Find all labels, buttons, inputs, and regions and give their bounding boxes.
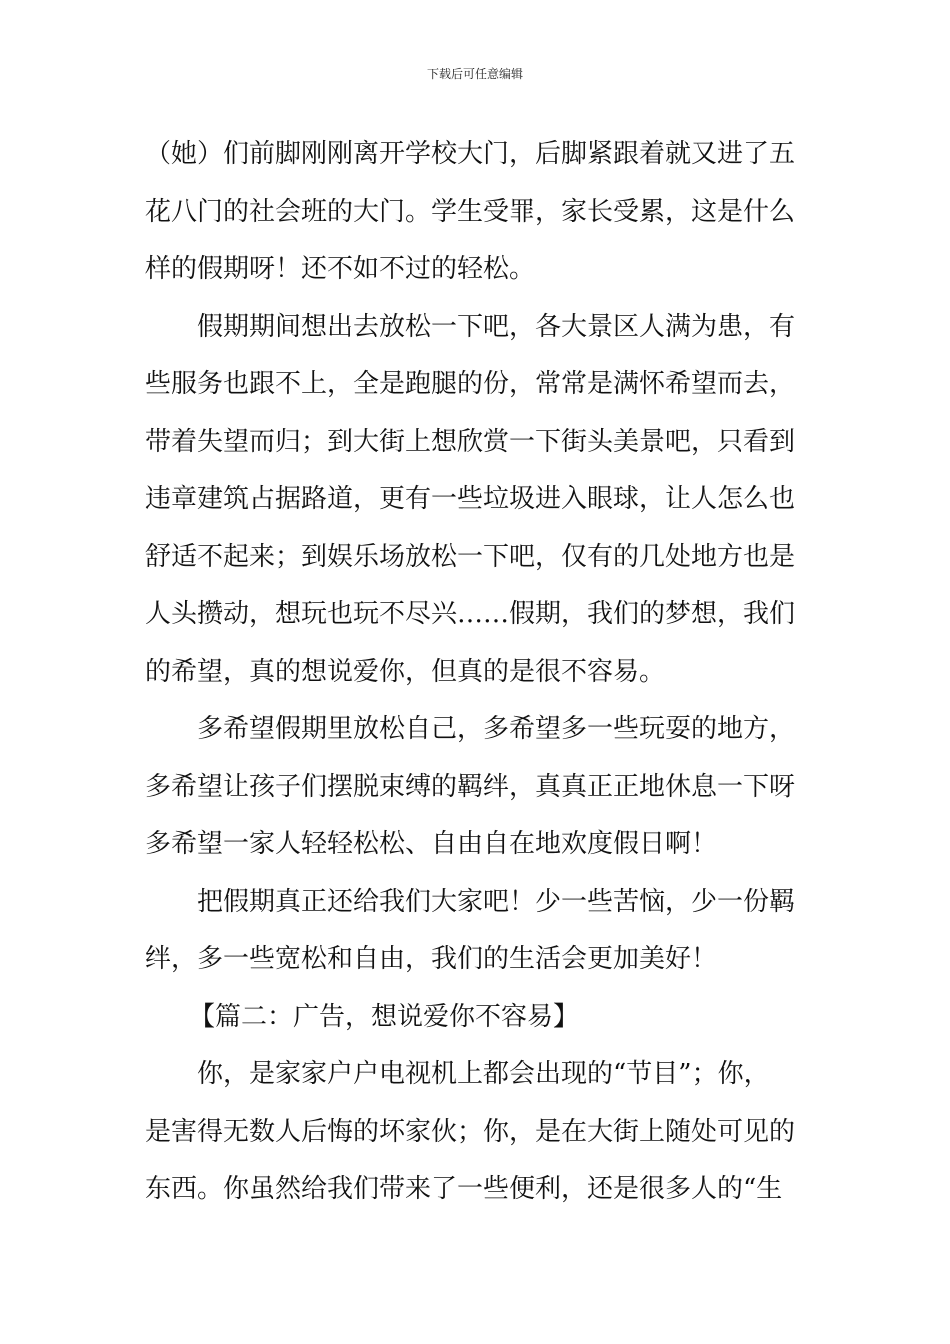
text-line: 多希望一家人轻轻松松、自由自在地欢度假日啊！	[145, 829, 718, 859]
page-header: 下载后可任意编辑	[426, 67, 523, 81]
paragraph-4	[145, 874, 807, 989]
text-line: 假期期间想出去放松一下吧，各大景区人满为患，有	[197, 311, 796, 342]
text-line: 些服务也跟不上，全是跑腿的份，常常是满怀希望而去，	[145, 369, 796, 399]
text-line: （她）们前脚刚刚离开学校大门，后脚紧跟着就又进了五	[145, 139, 796, 169]
paragraph-5	[145, 1046, 807, 1219]
text-line: 东西。你虽然给我们带来了一些便利，还是很多人的“生	[145, 1174, 783, 1204]
text-line: 带着失望而归；到大街上想欣赏一下街头美景吧，只看到	[145, 426, 796, 457]
text-line: 人头攒动，想玩也玩不尽兴……假期，我们的梦想，我们	[145, 599, 796, 629]
paragraph-1	[145, 126, 807, 299]
paragraph-3	[145, 701, 807, 874]
text-line: 舒适不起来；到娱乐场放松一下吧，仅有的几处地方也是	[145, 541, 796, 572]
section-title: 【篇二：广告，想说爱你不容易】	[189, 1001, 580, 1032]
text-line: 把假期真正还给我们大家吧！少一些苦恼，少一份羁	[197, 886, 796, 917]
text-line: 多希望假期里放松自己，多希望多一些玩耍的地方，	[197, 714, 796, 744]
text-line: 花八门的社会班的大门。学生受罪，家长受累，这是什么	[145, 196, 796, 227]
text-line: 绊，多一些宽松和自由，我们的生活会更加美好！	[145, 944, 718, 974]
text-line: 是害得无数人后悔的坏家伙；你，是在大街上随处可见的	[145, 1116, 796, 1147]
text-line: 你，是家家户户电视机上都会出现的“节目”；你，	[197, 1059, 770, 1089]
document-body	[145, 126, 807, 1219]
paragraph-2	[145, 299, 807, 702]
text-line: 违章建筑占据路道，更有一些垃圾进入眼球，让人怎么也	[145, 484, 796, 514]
text-line: 的希望，真的想说爱你，但真的是很不容易。	[145, 656, 666, 687]
text-line: 样的假期呀！还不如不过的轻松。	[145, 254, 536, 284]
text-line: 多希望让孩子们摆脱束缚的羁绊，真真正正地休息一下呀	[145, 771, 796, 802]
section-heading	[145, 989, 807, 1047]
